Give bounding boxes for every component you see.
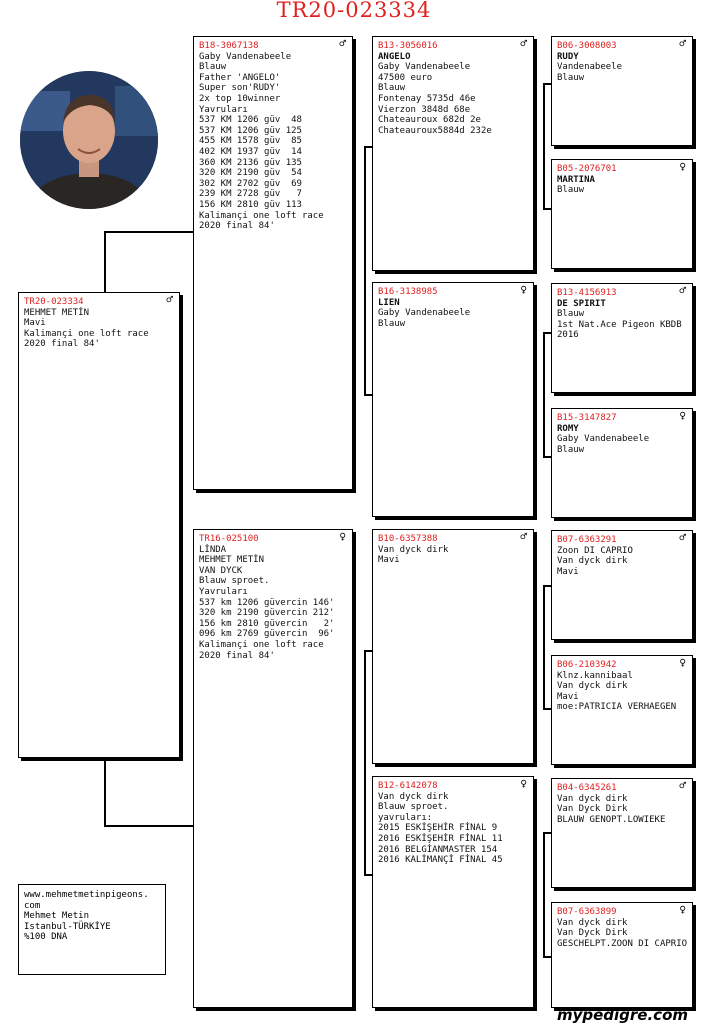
card-line: Chateauroux 682d 2e [378, 115, 481, 126]
card-line: Van dyck dirk [557, 793, 628, 804]
card-line: Gaby Vandenabeele [378, 62, 471, 73]
card-line: MEHMET METİN [24, 307, 90, 318]
card-line: 2015 ESKİŞEHİR FİNAL 9 [378, 823, 498, 834]
card-line: Chateauroux5884d 232e [378, 125, 492, 136]
card-line: Mavi [557, 691, 579, 702]
card-line: 302 KM 2702 güv 69 [199, 178, 302, 189]
dam-sire-card[interactable] [372, 529, 534, 764]
ring-number: B10-6357388 [378, 534, 438, 544]
card-line: 360 KM 2136 güv 135 [199, 157, 302, 168]
subject-card[interactable] [18, 292, 180, 758]
owner-photo [20, 71, 158, 209]
card-line: Blauw [557, 309, 585, 320]
card-line: Van dyck dirk [557, 917, 628, 928]
sex-icon: ♂ [520, 530, 527, 543]
card-line: 402 KM 1937 güv 14 [199, 146, 302, 157]
card-line: Blauw [378, 83, 406, 94]
card-line: LIEN [378, 297, 400, 308]
card-line: Zoon DI CAPRIO [557, 545, 633, 556]
gg3-card[interactable] [551, 283, 693, 393]
ring-number: B15-3147827 [557, 413, 617, 423]
sex-icon: ♀ [679, 656, 686, 669]
card-line: Van dyck dirk [557, 681, 628, 692]
card-line: Vierzon 3848d 68e [378, 104, 471, 115]
card-line: Father 'ANGELO' [199, 72, 281, 83]
card-line: ROMY [557, 423, 579, 434]
gg6-card[interactable] [551, 655, 693, 765]
sex-icon: ♀ [520, 283, 527, 296]
card-line: 2x top 10winner [199, 93, 281, 104]
sex-icon: ♂ [679, 37, 686, 50]
card-line: 2020 final 84' [199, 221, 275, 232]
sex-icon: ♀ [520, 777, 527, 790]
card-line: MARTINA [557, 174, 595, 185]
card-line: 2020 final 84' [199, 650, 275, 661]
ring-number: B06-2103942 [557, 660, 617, 670]
dam-dam-card[interactable] [372, 776, 534, 1008]
card-line: moe:PATRICIA VERHAEGEN [557, 702, 677, 713]
gg4-card[interactable] [551, 408, 693, 518]
sex-icon: ♀ [679, 409, 686, 422]
card-line: Gaby Vandenabeele [557, 434, 650, 445]
card-line: Klnz.kannibaal [557, 670, 633, 681]
card-line: Van dyck dirk [378, 544, 449, 555]
card-line: 239 KM 2728 güv 7 [199, 189, 302, 200]
ring-number: B18-3067138 [199, 41, 259, 51]
info-line: com [24, 900, 41, 911]
ring-number: B07-6363291 [557, 535, 617, 545]
card-line: Van Dyck Dirk [557, 928, 628, 939]
sire-sire-card[interactable] [372, 36, 534, 271]
card-line: Yavruları [199, 104, 248, 115]
info-line: %100 DNA [24, 932, 68, 943]
card-line: 1st Nat.Ace Pigeon KBDB [557, 319, 682, 330]
card-line: LİNDA [199, 544, 227, 555]
ring-number: B12-6142078 [378, 781, 438, 791]
card-line: Blauw sproet. [199, 576, 270, 587]
ring-number: B06-3008003 [557, 41, 617, 51]
ring-number: TR16-025100 [199, 534, 259, 544]
info-line: Istanbul-TÜRKİYE [24, 921, 111, 932]
card-line: 2016 KALİMANÇİ FİNAL 45 [378, 855, 503, 866]
sex-icon: ♂ [166, 293, 173, 306]
sex-icon: ♀ [679, 160, 686, 173]
card-line: ANGELO [378, 51, 411, 62]
card-line: 320 KM 2190 güv 54 [199, 168, 302, 179]
card-line: Mavi [378, 555, 400, 566]
card-line: Super son'RUDY' [199, 83, 281, 94]
card-line: Gaby Vandenabeele [199, 51, 292, 62]
card-line: Vandenabeele [557, 62, 623, 73]
card-line: 2020 final 84' [24, 339, 100, 350]
card-line: Fontenay 5735d 46e [378, 93, 476, 104]
card-line: Kalimançi one loft race [24, 328, 149, 339]
card-line: 2016 [557, 330, 579, 341]
dam-card[interactable] [193, 529, 353, 1008]
card-line: VAN DYCK [199, 565, 243, 576]
card-line: 156 km 2810 güvercin 2' [199, 618, 335, 629]
card-line: Blauw [199, 62, 227, 73]
card-line: Blauw [378, 318, 406, 329]
pedigree-title: TR20-023334 [276, 0, 432, 22]
ring-number: B13-4156913 [557, 288, 617, 298]
card-line: RUDY [557, 51, 579, 62]
card-line: BLAUW GENOPT.LOWIEKE [557, 814, 666, 825]
info-line: www.mehmetmetinpigeons. [24, 890, 149, 900]
card-line: 455 KM 1578 güv 85 [199, 136, 302, 147]
card-line: Yavruları [199, 586, 248, 597]
card-line: GESCHELPT.ZOON DI CAPRIO [557, 938, 688, 949]
gg5-card[interactable] [551, 530, 693, 640]
gg2-card[interactable] [551, 159, 693, 269]
owner-info [18, 884, 166, 975]
card-line: 096 km 2769 güvercin 96' [199, 629, 335, 640]
sex-icon: ♀ [339, 530, 346, 543]
card-line: 47500 euro [378, 72, 433, 83]
ring-number: B16-3138985 [378, 287, 438, 297]
sex-icon: ♀ [679, 903, 686, 916]
card-line: Blauw sproet. [378, 802, 449, 813]
sex-icon: ♂ [679, 284, 686, 297]
sire-dam-card[interactable] [372, 282, 534, 517]
card-line: Gaby Vandenabeele [378, 308, 471, 319]
ring-number: TR20-023334 [24, 297, 84, 307]
card-line: yavruları: [378, 812, 433, 823]
info-line: Mehmet Metin [24, 911, 90, 922]
sire-card[interactable] [193, 36, 353, 490]
card-line: 2016 BELGİANMASTER 154 [378, 844, 498, 855]
ring-number: B07-6363899 [557, 907, 617, 917]
card-line: Mavi [24, 318, 46, 329]
card-line: MEHMET METİN [199, 555, 265, 566]
card-line: Van Dyck Dirk [557, 804, 628, 815]
ring-number: B05-2076701 [557, 164, 617, 174]
card-line: DE SPIRIT [557, 298, 606, 309]
card-line: 537 km 1206 güvercin 146' [199, 597, 335, 608]
card-line: Blauw [557, 444, 585, 455]
ring-number: B13-3056016 [378, 41, 438, 51]
sex-icon: ♂ [339, 37, 346, 50]
sex-icon: ♂ [679, 779, 686, 792]
card-line: 2016 ESKİŞEHİR FİNAL 11 [378, 833, 503, 844]
gg1-card[interactable] [551, 36, 693, 146]
gg8-card[interactable] [551, 902, 693, 1008]
card-line: Van dyck dirk [557, 556, 628, 567]
card-line: Kalimançi one loft race [199, 639, 324, 650]
gg7-card[interactable] [551, 778, 693, 888]
brand-logo[interactable]: mypedigre.com [556, 1006, 688, 1024]
card-line: Blauw [557, 72, 585, 83]
card-line: Van dyck dirk [378, 791, 449, 802]
card-line: 320 km 2190 güvercin 212' [199, 608, 335, 619]
card-line: 537 KM 1206 güv 125 [199, 125, 302, 136]
ring-number: B04-6345261 [557, 783, 617, 793]
card-line: Mavi [557, 566, 579, 577]
sex-icon: ♂ [520, 37, 527, 50]
card-line: 156 KM 2810 güv 113 [199, 199, 302, 210]
card-line: Blauw [557, 185, 585, 196]
sex-icon: ♂ [679, 531, 686, 544]
card-line: Kalimançi one loft race [199, 210, 324, 221]
card-line: 537 KM 1206 güv 48 [199, 115, 302, 126]
